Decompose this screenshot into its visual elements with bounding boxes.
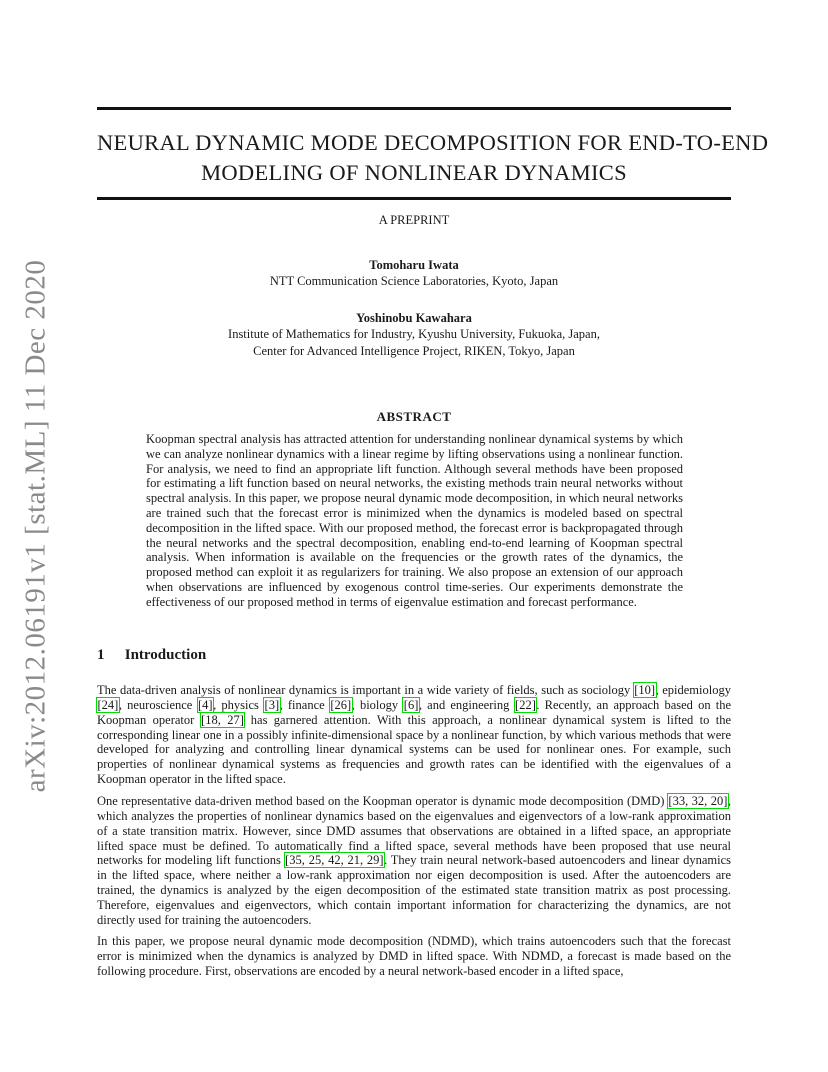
title-rule-bottom	[97, 197, 731, 200]
author-1-affiliation	[97, 273, 731, 290]
paragraph-text: , epidemiology	[655, 683, 731, 697]
title-rule-top	[97, 107, 731, 110]
paragraph-text: . They train neural network-based autoencoders and linear dynamics in the lifted space, where neither a low-rank approximation nor eigen decomposition is used. After the autoencoders are trained, the dynamics is analyzed by the eigen decomposition of the estimated state transition matrix as post processing. Therefore, eigenvalues and eigenvectors, which contain important information for characterizing the dynamics, are not directly used for training the autoencoders.	[97, 853, 731, 927]
section-heading	[97, 647, 206, 664]
paragraph-text: , neuroscience	[118, 697, 198, 712]
arxiv-identifier: arXiv:2012.06191v1 [stat.ML] 11 Dec 2020	[19, 259, 52, 793]
paragraph-text: , physics	[213, 697, 265, 712]
author-1-affiliation-line: NTT Communication Science Laboratories, Kyoto, Japan	[269, 274, 559, 288]
intro-paragraph-1	[97, 683, 731, 787]
author-1-name: Tomoharu Iwata	[369, 258, 459, 272]
section-number: 1	[97, 647, 105, 663]
title-line-1	[97, 128, 769, 158]
paragraph-text: , which analyzes the properties of nonlinear dynamics based on the eigenvalues and eigenvectors of a low-rank approximation of a state transition matrix. However, since DMD assumes that observations are obtained in a lifted space, an appropriate lifted space must be defined. To automatically find a lifted space, several methods have been proposed that use neural networks for modeling lift functions	[97, 794, 731, 868]
citation-link[interactable]: [3]	[264, 697, 280, 712]
paragraph-text: , biology	[351, 697, 404, 712]
paragraph-text: One representative data-driven method based on the Koopman operator is dynamic mode decomposition (DMD)	[97, 794, 668, 808]
author-2-affiliation-line-2: Center for Advanced Intelligence Project, RIKEN, Tokyo, Japan	[253, 344, 575, 358]
paragraph-text: . Recently, an approach based on the Koopman operator	[97, 697, 731, 727]
intro-paragraph-3	[97, 934, 731, 979]
paper-title	[97, 128, 769, 188]
paragraph-text: has garnered attention. With this approach, a nonlinear dynamical system is lifted to the corresponding linear one in a possibly infinite-dimensional space by a nonlinear function, by which various methods that were developed for analyzing and controlling linear dynamical systems can be used for nonlinear ones. For example, such properties of nonlinear dynamical systems as frequencies and growth rates can be identified with the eigenvalues of a Koopman operator in the lifted space.	[97, 712, 731, 787]
citation-link[interactable]: [26]	[330, 697, 352, 712]
abstract-heading: ABSTRACT	[376, 409, 452, 424]
citation-link[interactable]: [10]	[634, 683, 656, 697]
citation-link[interactable]: [22]	[515, 697, 536, 712]
author-2-affiliation	[97, 326, 731, 360]
citation-link[interactable]: [24]	[97, 697, 119, 712]
citation-link[interactable]: [6]	[403, 697, 419, 712]
intro-paragraph-2	[97, 794, 731, 928]
paragraph-text: In this paper, we propose neural dynamic mode decomposition (NDMD), which trains autoencoders such that the forecast error is minimized when the dynamics is analyzed by DMD in lifted space. With NDMD, a forecast is made based on the following procedure. First, observations are encoded by a neural network-based encoder in a lifted space,	[97, 934, 731, 978]
preprint-label: A PREPRINT	[378, 213, 450, 227]
citation-link[interactable]: [4]	[198, 697, 213, 712]
citation-link[interactable]: [33, 32, 20]	[668, 794, 728, 808]
section-title: Introduction	[124, 647, 207, 663]
paragraph-text: , and engineering	[418, 697, 515, 712]
citation-link[interactable]: [35, 25, 42, 21, 29]	[285, 853, 384, 868]
title-line-2	[97, 158, 731, 188]
title-line-2-text: MODELING OF NONLINEAR DYNAMICS	[201, 160, 627, 185]
author-2-affiliation-line-1: Institute of Mathematics for Industry, Kyushu University, Fukuoka, Japan,	[228, 327, 600, 341]
abstract-body: Koopman spectral analysis has attracted attention for understanding nonlinear dynamical systems by which we can analyze nonlinear dynamics with a linear regime by lifting observations using a nonlinear function. For analysis, we need to find an appropriate lift function. Although several methods have been proposed for estimating a lift function based on neural networks, the existing methods train neural networks without spectral analysis. In this paper, we propose neural dynamic mode decomposition, in which neural networks are trained such that the forecast error is minimized when the dynamics is modeled based on spectral decomposition in the lifted space. With our proposed method, the forecast error is backpropagated through the neural networks and the spectral decomposition, enabling end-to-end learning of Koopman spectral analysis. When information is available on the frequencies or the growth rates of the dynamics, the proposed method can exploit it as regularizers for training. We also propose an extension of our approach when observations are influenced by exogenous control time-series. Our experiments demonstrate the effectiveness of our proposed method in terms of eigenvalue estimation and forecast performance.	[146, 432, 683, 609]
paragraph-text: The data-driven analysis of nonlinear dynamics is important in a wide variety of fields, such as sociology	[97, 683, 634, 697]
citation-link[interactable]: [18, 27]	[201, 712, 244, 727]
paragraph-text: , finance	[279, 697, 330, 712]
author-2-name: Yoshinobu Kawahara	[356, 311, 472, 325]
title-line-1-text: NEURAL DYNAMIC MODE DECOMPOSITION FOR END-TO-END	[97, 130, 769, 155]
